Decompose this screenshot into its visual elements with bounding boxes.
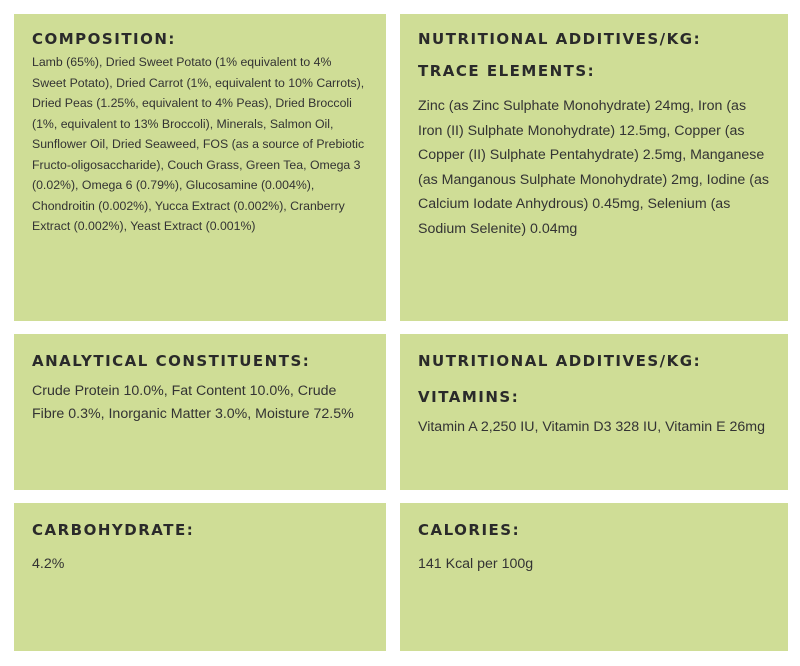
vitamins-subheading: VITAMINS: — [418, 388, 520, 406]
composition-text: Lamb (65%), Dried Sweet Potato (1% equivalent to 4% Sweet Potato), Dried Carrot (1%, equivalent to 10% Carrots), Dried Peas (1.25%, equivalent to 4% Peas), Dried Broccoli (1%, equivalent to 13% Broccoli), Minerals, Salmon Oil, Sunflower Oil, Dried Seaweed, FOS (as a source of Prebiotic Fructo-oligosaccharide), Couch Grass, Green Tea, Omega 3 (0.02%), Omega 6 (0.79%), Glucosamine (0.004%), Chondroitin (0.002%), Yucca Extract (0.002%), Cranberry Extract (0.002%), Yeast Extract (0.001%) — [32, 55, 365, 233]
composition-panel — [14, 14, 386, 321]
trace-elements-panel — [400, 14, 788, 321]
analytical-constituents-heading: ANALYTICAL CONSTITUENTS: — [32, 352, 311, 370]
analytical-constituents-text: Crude Protein 10.0%, Fat Content 10.0%, Crude Fibre 0.3%, Inorganic Matter 3.0%, Moisture 72.5% — [32, 383, 354, 422]
calories-heading: CALORIES: — [418, 521, 521, 539]
vitamins-panel — [400, 334, 788, 490]
analytical-constituents-panel — [14, 334, 386, 490]
trace-elements-subheading: TRACE ELEMENTS: — [418, 62, 596, 80]
trace-elements-heading: NUTRITIONAL ADDITIVES/KG: — [418, 30, 702, 48]
carbohydrate-heading: CARBOHYDRATE: — [32, 521, 195, 539]
calories-value: 141 Kcal per 100g — [418, 556, 534, 572]
carbohydrate-panel — [14, 503, 386, 651]
calories-panel — [400, 503, 788, 651]
carbohydrate-value: 4.2% — [32, 556, 65, 572]
trace-elements-text: Zinc (as Zinc Sulphate Monohydrate) 24mg, Iron (as Iron (II) Sulphate Monohydrate) 12.5mg, Copper (as Copper (II) Sulphate Pentahydrate) 2.5mg, Manganese (as Manganous Sulphate Monohydrate) 2mg, Iodine (as Calcium Iodate Anhydrous) 0.45mg, Selenium (as Sodium Selenite) 0.04mg — [418, 98, 769, 237]
vitamins-text: Vitamin A 2,250 IU, Vitamin D3 328 IU, Vitamin E 26mg — [418, 419, 765, 435]
vitamins-heading: NUTRITIONAL ADDITIVES/KG: — [418, 352, 702, 370]
composition-heading: COMPOSITION: — [32, 30, 176, 48]
